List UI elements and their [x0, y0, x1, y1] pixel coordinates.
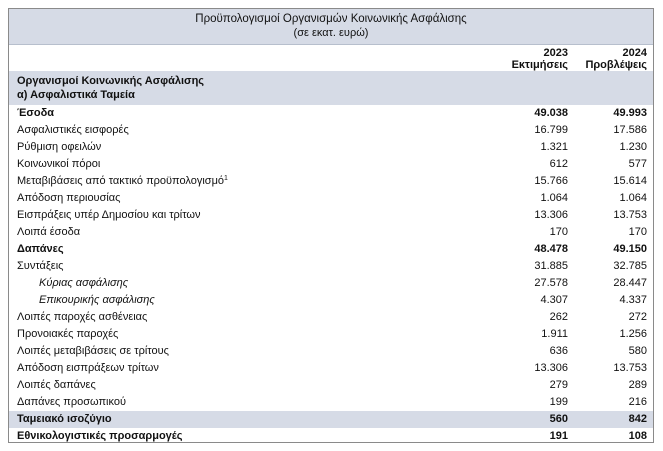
column-year: 2023	[543, 47, 568, 59]
row-label-text: Προνοιακές παροχές	[17, 328, 119, 340]
table-row	[9, 394, 653, 411]
value-2024: 272	[628, 311, 647, 323]
value-2024: 32.785	[613, 260, 647, 272]
row-label	[17, 394, 126, 411]
table-row	[9, 173, 653, 190]
row-label-text: Απόδοση περιουσίας	[17, 192, 121, 204]
row-label	[17, 241, 64, 258]
value-2023: 16.799	[534, 124, 568, 136]
column-label: Εκτιμήσεις	[511, 59, 568, 71]
value-2024: 28.447	[613, 277, 647, 289]
row-label	[17, 343, 169, 360]
column-header-2024	[567, 47, 647, 71]
table-row	[9, 139, 653, 156]
section-subtitle: α) Ασφαλιστικά Ταμεία	[17, 89, 135, 101]
value-2023: 48.478	[534, 243, 568, 255]
value-2024: 13.753	[613, 362, 647, 374]
table-row	[9, 292, 653, 309]
value-2023: 199	[549, 396, 568, 408]
row-label-text: Λοιπές δαπάνες	[17, 379, 96, 391]
row-label-text: Κύριας ασφάλισης	[39, 277, 129, 289]
value-2023: 31.885	[534, 260, 568, 272]
row-label-text: Λοιπά έσοδα	[17, 226, 81, 238]
budget-table	[8, 8, 654, 443]
value-2024: 13.753	[613, 209, 647, 221]
row-label-text: Δαπάνες	[17, 243, 64, 255]
value-2023: 13.306	[534, 362, 568, 374]
table-row	[9, 156, 653, 173]
section-header	[9, 71, 653, 105]
value-2024: 216	[628, 396, 647, 408]
value-2023: 4.307	[540, 294, 568, 306]
value-2024: 49.993	[613, 107, 647, 119]
value-2024: 108	[628, 430, 647, 442]
value-2023: 191	[549, 430, 568, 442]
table-row	[9, 343, 653, 360]
row-label-text: Ταμειακό ισοζύγιο	[17, 413, 112, 425]
row-label-text: Λοιπές μεταβιβάσεις σε τρίτους	[17, 345, 169, 357]
value-2023: 636	[549, 345, 568, 357]
row-label	[17, 258, 63, 275]
row-label-text: Λοιπές παροχές ασθένειας	[17, 311, 148, 323]
value-2024: 289	[628, 379, 647, 391]
row-label	[17, 428, 182, 445]
row-label	[17, 156, 100, 173]
row-label-text: Συντάξεις	[17, 260, 64, 272]
table-row	[9, 309, 653, 326]
table-row	[9, 224, 653, 241]
footnote-marker: 1	[224, 175, 228, 182]
row-label-text: Ρύθμιση οφειλών	[17, 141, 102, 153]
row-label-text: Μεταβιβάσεις από τακτικό προϋπολογισμό	[17, 175, 225, 187]
row-label	[17, 326, 118, 343]
table-title-block	[9, 9, 653, 44]
table-subtitle: (σε εκατ. ευρώ)	[293, 27, 369, 39]
value-2023: 560	[549, 413, 568, 425]
value-2023: 15.766	[534, 175, 568, 187]
value-2023: 1.911	[541, 328, 568, 340]
value-2023: 279	[549, 379, 568, 391]
value-2024: 1.230	[619, 141, 647, 153]
table-row	[9, 411, 653, 428]
table-row	[9, 428, 653, 445]
column-year: 2024	[622, 47, 647, 59]
row-label-text: Ασφαλιστικές εισφορές	[17, 124, 129, 136]
table-row	[9, 377, 653, 394]
table-row	[9, 190, 653, 207]
row-label-text: Κοινωνικοί πόροι	[17, 158, 101, 170]
value-2024: 577	[628, 158, 647, 170]
row-label	[17, 411, 112, 428]
row-label	[17, 139, 101, 156]
row-label	[17, 207, 201, 224]
row-label-text: Δαπάνες προσωπικού	[17, 396, 126, 408]
row-label	[17, 190, 120, 207]
value-2024: 580	[628, 345, 647, 357]
section-title: Οργανισμοί Κοινωνικής Ασφάλισης	[17, 75, 205, 87]
table-body	[9, 105, 653, 445]
row-label	[39, 292, 155, 309]
value-2023: 262	[549, 311, 568, 323]
table-row	[9, 360, 653, 377]
table-row	[9, 326, 653, 343]
value-2024: 17.586	[613, 124, 647, 136]
row-label-text: Απόδοση εισπράξεων τρίτων	[17, 362, 159, 374]
row-label-text: Επικουρικής ασφάλισης	[39, 294, 155, 306]
value-2023: 13.306	[534, 209, 568, 221]
row-label	[17, 224, 80, 241]
value-2023: 49.038	[534, 107, 568, 119]
value-2023: 1.064	[540, 192, 568, 204]
value-2024: 15.614	[613, 175, 647, 187]
value-2023: 1.321	[540, 141, 568, 153]
table-title: Προϋπολογισμοί Οργανισμών Κοινωνικής Ασφάλισης	[195, 13, 467, 25]
row-label-text: Έσοδα	[17, 107, 55, 119]
column-headers	[9, 44, 653, 71]
table-row	[9, 122, 653, 139]
table-row	[9, 241, 653, 258]
value-2024: 49.150	[613, 243, 647, 255]
column-label: Προβλέψεις	[585, 59, 647, 71]
value-2024: 1.064	[619, 192, 647, 204]
row-label-text: Εισπράξεις υπέρ Δημοσίου και τρίτων	[17, 209, 201, 221]
table-row	[9, 275, 653, 292]
value-2023: 612	[549, 158, 568, 170]
column-header-2023	[488, 47, 568, 71]
row-label-text: Εθνικολογιστικές προσαρμογές	[17, 430, 183, 442]
row-label	[17, 360, 159, 377]
row-label	[17, 105, 54, 122]
table-row	[9, 207, 653, 224]
value-2023: 170	[549, 226, 568, 238]
value-2024: 1.256	[619, 328, 647, 340]
row-label	[17, 309, 147, 326]
table-row	[9, 105, 653, 122]
row-label	[17, 173, 228, 190]
value-2023: 27.578	[534, 277, 568, 289]
row-label	[17, 122, 129, 139]
value-2024: 4.337	[619, 294, 647, 306]
row-label	[39, 275, 128, 292]
value-2024: 842	[628, 413, 647, 425]
value-2024: 170	[628, 226, 647, 238]
table-row	[9, 258, 653, 275]
row-label	[17, 377, 96, 394]
